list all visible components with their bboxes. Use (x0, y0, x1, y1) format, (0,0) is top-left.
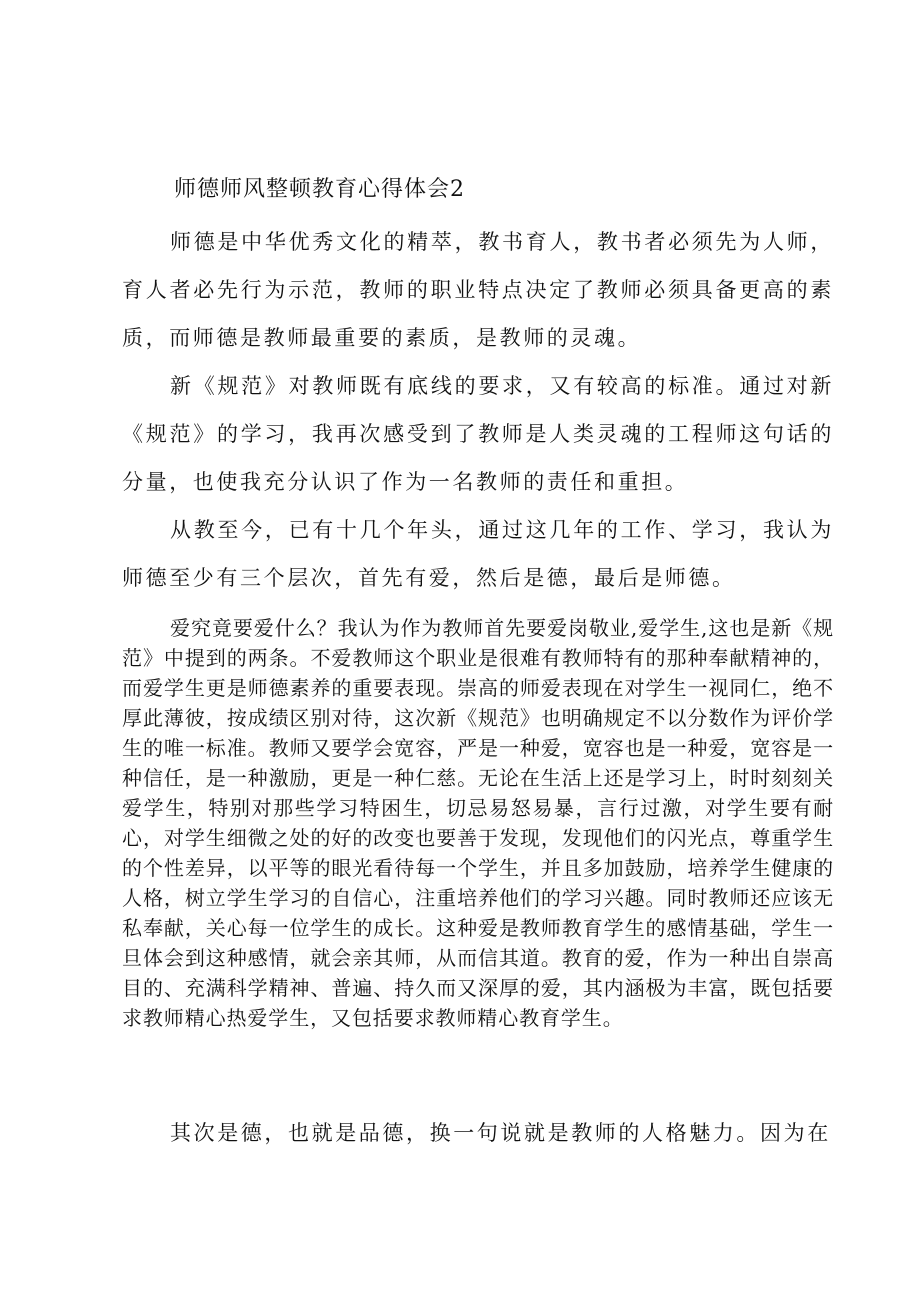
document-title: 师德师风整顿教育心得体会2 (174, 177, 465, 202)
paragraph-5: 其次是德，也就是品德，换一句说就是教师的人格魅力。因为在 (170, 1121, 831, 1145)
paragraph-4: 爱究竟要爱什么？我认为作为教师首先要爱岗敬业,爱学生,这也是新《规范》中提到的两条。不爱教师这个职业是很难有教师特有的那种奉献精神的，而爱学生更是师德素养的重要表现。崇高的师爱表现在对学生一视同仁，绝不厚此薄彼，按成绩区别对待，这次新《规范》也明确规定不以分数作为评价学生的唯一标准。教师又要学会宽容，严是一种爱，宽容也是一种爱，宽容是一种信任，是一种激励，更是一种仁慈。无论在生活上还是学习上，时时刻刻关爱学生，特别对那些学习特困生，切忌易怒易暴，言行过激，对学生要有耐心，对学生细微之处的好的改变也要善于发现，发现他们的闪光点，尊重学生的个性差异，以平等的眼光看待每一个学生，并且多加鼓励，培养学生健康的人格，树立学生学习的自信心，注重培养他们的学习兴趣。同时教师还应该无私奉献，关心每一位学生的成长。这种爱是教师教育学生的感情基础，学生一旦体会到这种感情，就会亲其师，从而信其道。教育的爱，作为一种出自崇高目的、充满科学精神、普遍、持久而又深厚的爱，其内涵极为丰富，既包括要求教师精心热爱学生，又包括要求教师精心教育学生。 (122, 616, 834, 1030)
paragraph-2: 新《规范》对教师既有底线的要求，又有较高的标准。通过对新《规范》的学习，我再次感受到了教师是人类灵魂的工程师这句话的分量，也使我充分认识了作为一名教师的责任和重担。 (122, 374, 834, 494)
paragraph-3: 从教至今，已有十几个年头，通过这几年的工作、学习，我认为师德至少有三个层次，首先有爱，然后是德，最后是师德。 (122, 518, 834, 590)
paragraph-1: 师德是中华优秀文化的精萃，教书育人，教书者必须先为人师，育人者必先行为示范，教师的职业特点决定了教师必须具备更高的素质，而师德是教师最重要的素质，是教师的灵魂。 (122, 230, 834, 350)
